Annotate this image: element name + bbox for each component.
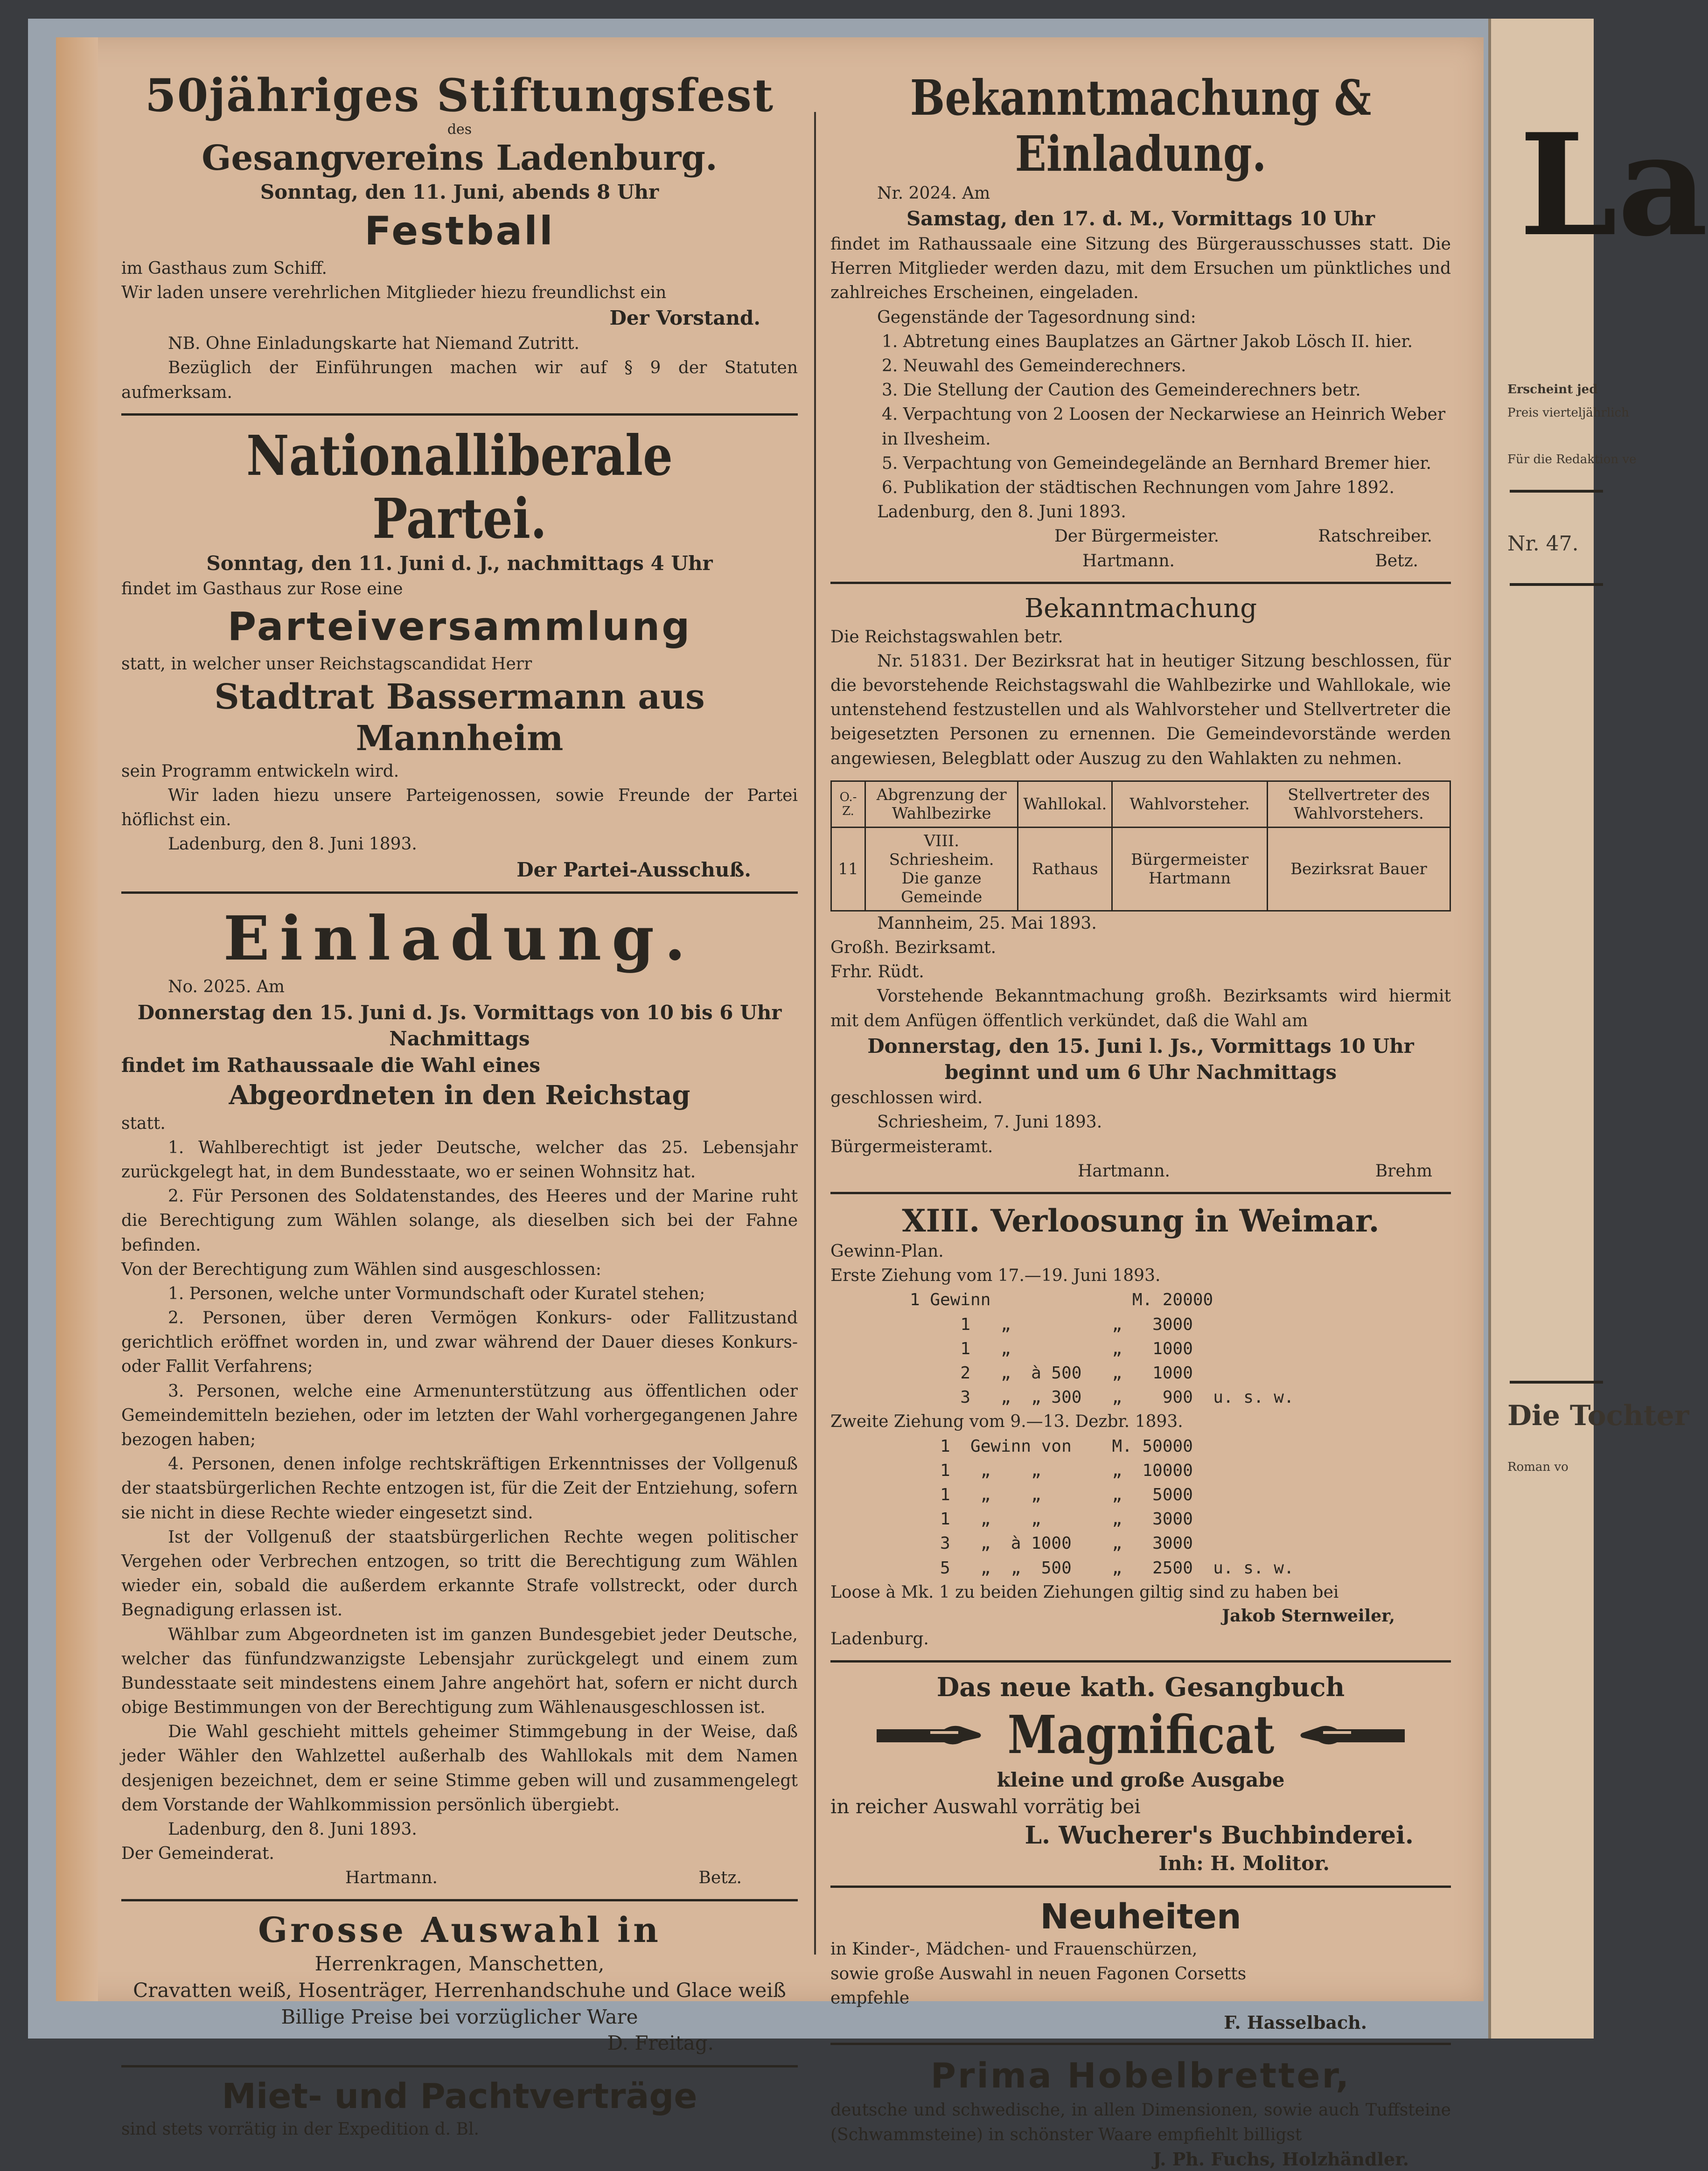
ad-verloosung bbox=[830, 1203, 1451, 1652]
stiftungsfest-title: 50jähriges Stiftungsfest bbox=[145, 69, 774, 122]
stiftungsfest-event: Festball bbox=[364, 208, 555, 254]
stiftungsfest-place: im Gasthaus zum Schiff. bbox=[121, 259, 327, 278]
miet-title: Miet- und Pachtverträge bbox=[222, 2076, 697, 2117]
be-agenda-item: 4. Verpachtung von 2 Loosen der Neckarwiese an Heinrich Weber in Ilvesheim. bbox=[882, 405, 1446, 449]
vl-title: XIII. Verloosung in Weimar. bbox=[902, 1202, 1380, 1239]
ad-bekanntmachung bbox=[830, 592, 1451, 1183]
table-row: 1 „ „ 3000 bbox=[910, 1315, 1193, 1334]
bk-amt2: Bürgermeisteramt. bbox=[830, 1137, 993, 1156]
table-row: 5 „ „ 500 „ 2500 u. s. w. bbox=[910, 1558, 1294, 1578]
table-row: 3 „ à 1000 „ 3000 bbox=[910, 1534, 1193, 1553]
einladung-nr: No. 2025. Am bbox=[168, 977, 285, 997]
vl-table-2 bbox=[830, 1434, 1451, 1580]
divider bbox=[830, 2043, 1451, 2045]
bk-date: Donnerstag, den 15. Juni l. Js., Vormittags 10 Uhr beginnt und um 6 Uhr Nachmittags bbox=[867, 1034, 1414, 1084]
table-row: 1 „ „ 1000 bbox=[910, 1339, 1193, 1358]
be-agenda-list bbox=[830, 330, 1451, 500]
partei-program: sein Programm entwickeln wird. bbox=[121, 761, 399, 781]
adjacent-page bbox=[1488, 19, 1708, 2039]
be-agenda-item: 5. Verpachtung von Gemeindegelände an Bernhard Bremer hier. bbox=[882, 453, 1432, 473]
gb-sub: kleine und große Ausgabe bbox=[997, 1768, 1285, 1792]
auswahl-line1: Herrenkragen, Manschetten, bbox=[314, 1952, 605, 1976]
pointing-hand-right-icon bbox=[874, 1719, 982, 1752]
ad-bekanntmachung-einladung bbox=[830, 70, 1451, 573]
novel-subtitle: Roman vo bbox=[1507, 1460, 1569, 1474]
table-row: 1 „ „ „ 3000 bbox=[910, 1510, 1193, 1529]
be-sig1: Der Bürgermeister. bbox=[1054, 527, 1220, 546]
table-cell-stellv: Bezirksrat Bauer bbox=[1267, 827, 1450, 911]
einladung-sig1: Der Gemeinderat. bbox=[121, 1844, 274, 1864]
table-header-row bbox=[831, 781, 1450, 827]
divider bbox=[121, 1899, 798, 1901]
vl-draw1: Erste Ziehung vom 17.—19. Juni 1893. bbox=[830, 1266, 1161, 1286]
next-page-line: Für die Redaktion ve bbox=[1507, 452, 1637, 466]
be-sig4: Betz. bbox=[1375, 551, 1418, 571]
vl-town: Ladenburg. bbox=[830, 1629, 929, 1649]
ad-gesangbuch bbox=[830, 1671, 1451, 1877]
stiftungsfest-date: Sonntag, den 11. Juni, abends 8 Uhr bbox=[260, 181, 659, 204]
einladung-p3: Von der Berechtigung zum Wählen sind ausgeschlossen: bbox=[121, 1259, 601, 1279]
gb-owner: Inh: H. Molitor. bbox=[1158, 1851, 1330, 1875]
partei-event: Parteiversammlung bbox=[227, 603, 692, 649]
auswahl-line2: Cravatten weiß, Hosenträger, Herrenhandschuhe und Glace weiß bbox=[133, 1979, 786, 2002]
einladung-p2: 2. Für Personen des Soldatenstandes, des Heeres und der Marine ruht die Berechtigung zum Wählen solange, als dieselben sich bei der Fahne befinden. bbox=[121, 1187, 798, 1255]
table-header-vorsteher: Wahlvorsteher. bbox=[1112, 781, 1268, 827]
einladung-p6: 3. Personen, welche eine Armenunterstützung aus öffentlichen oder Gemeindemitteln beziehen, oder im letzten der Wahl vorhergegangenen Jahre bezogen haben; bbox=[121, 1381, 798, 1450]
einladung-title: Einladung. bbox=[223, 903, 696, 974]
table-row: 3 „ „ 300 „ 900 u. s. w. bbox=[910, 1388, 1294, 1407]
bk-text: Nr. 51831. Der Bezirksrat hat in heutiger Sitzung beschlossen, für die bevorstehende Reichstagswahl die Wahlbezirke und Wahllokale, wie untenstehend festzustellen und als Wahlvorsteher und Stellvertreter die beigesetzten Personen zu ernennen. Die Gemeindevorstände werden angewiesen, Belegblatt oder Auszug zu den Wahlakten zu nehmen. bbox=[830, 651, 1451, 768]
column-rule bbox=[814, 112, 816, 1955]
divider bbox=[121, 413, 798, 416]
be-agenda-title: Gegenstände der Tagesordnung sind: bbox=[877, 307, 1196, 327]
stiftungsfest-verein: Gesangvereins Ladenburg. bbox=[202, 138, 718, 179]
stiftungsfest-nb: NB. Ohne Einladungskarte hat Niemand Zutritt. bbox=[168, 334, 579, 354]
hb-signature: J. Ph. Fuchs, Holzhändler. bbox=[1153, 2148, 1409, 2170]
ad-miet bbox=[121, 2076, 798, 2142]
bk-sig2: Brehm bbox=[1375, 1161, 1432, 1181]
wahlbezirk-table bbox=[830, 780, 1451, 912]
be-nr: Nr. 2024. Am bbox=[877, 184, 990, 203]
table-row: 1 Gewinn von M. 50000 bbox=[910, 1436, 1193, 1456]
pointing-hand-left-icon bbox=[1300, 1719, 1407, 1752]
ad-einladung bbox=[121, 902, 798, 1890]
bk-amt: Großh. Bezirksamt. bbox=[830, 938, 997, 957]
divider bbox=[121, 2065, 798, 2067]
hb-text: deutsche und schwedische, in allen Dimensionen, sowie auch Tuffsteine (Schwammsteine) in schönster Waare empfiehlt billigst bbox=[830, 2101, 1451, 2144]
stiftungsfest-invite: Wir laden unsere verehrlichen Mitglieder hiezu freundlichst ein bbox=[121, 283, 667, 303]
divider bbox=[1510, 583, 1603, 586]
auswahl-line3: Billige Preise bei vorzüglicher Ware bbox=[281, 2005, 638, 2028]
be-agenda-item: 6. Publikation der städtischen Rechnungen vom Jahre 1892. bbox=[882, 478, 1395, 497]
masthead-fragment: La bbox=[1519, 103, 1708, 267]
ad-partei bbox=[121, 424, 798, 884]
page-edge bbox=[56, 37, 98, 2001]
bk-follow: Vorstehende Bekanntmachung großh. Bezirksamts wird hiermit mit dem Anfügen öffentlich verkündet, daß die Wahl am bbox=[830, 987, 1451, 1030]
einladung-sig2: Hartmann. bbox=[345, 1868, 438, 1888]
partei-candidate: Stadtrat Bassermann aus Mannheim bbox=[214, 677, 705, 759]
stiftungsfest-note: Bezüglich der Einführungen machen wir auf § 9 der Statuten aufmerksam. bbox=[121, 358, 798, 402]
divider bbox=[830, 1192, 1451, 1194]
table-header-lokal: Wahllokal. bbox=[1018, 781, 1112, 827]
einladung-p1: 1. Wahlberechtigt ist jeder Deutsche, welcher das 25. Lebensjahr zurückgelegt hat, in dem Bundesstaate, wo er seinen Wohnsitz hat. bbox=[121, 1138, 798, 1182]
nh-line3: empfehle bbox=[830, 1988, 910, 2008]
bk-name: Frhr. Rüdt. bbox=[830, 962, 924, 982]
ad-neuheiten bbox=[830, 1896, 1451, 2035]
einladung-findet: findet im Rathaussaale die Wahl eines bbox=[121, 1053, 541, 1077]
einladung-wahl: Abgeordneten in den Reichstag bbox=[229, 1079, 690, 1111]
divider bbox=[830, 1886, 1451, 1888]
right-column bbox=[830, 70, 1451, 2171]
issue-number: Nr. 47. bbox=[1507, 532, 1579, 556]
gb-title: Das neue kath. Gesangbuch bbox=[936, 1671, 1345, 1703]
be-date: Samstag, den 17. d. M., Vormittags 10 Uhr bbox=[906, 207, 1375, 230]
einladung-p10: Die Wahl geschieht mittels geheimer Stimmgebung in der Weise, daß jeder Wähler den Wahlzettel außerhalb des Wahllokals mit dem Namen desjenigen bezeichnet, dem er seine Stimme geben will und zusammengelegt dem Vorstande der Wahlkommission persönlich übergiebt. bbox=[121, 1722, 798, 1815]
einladung-dateline: Ladenburg, den 8. Juni 1893. bbox=[168, 1820, 417, 1839]
novel-title: Die Tochter bbox=[1507, 1399, 1689, 1432]
partei-place: findet im Gasthaus zur Rose eine bbox=[121, 579, 403, 598]
gb-name: Magnificat bbox=[1007, 1704, 1274, 1766]
nh-line2: sowie große Auswahl in neuen Fagonen Corsetts bbox=[830, 1964, 1247, 1983]
ad-auswahl bbox=[121, 1910, 798, 2057]
be-intro: findet im Rathaussaale eine Sitzung des Bürgerausschusses statt. Die Herren Mitglieder werden dazu, mit dem Ersuchen um pünktliches und zahlreiches Erscheinen, eingeladen. bbox=[830, 235, 1451, 303]
partei-title: Nationalliberale Partei. bbox=[246, 423, 673, 551]
be-sig3: Ratschreiber. bbox=[1318, 527, 1432, 546]
divider bbox=[830, 1660, 1451, 1663]
ad-stiftungsfest bbox=[121, 70, 798, 405]
be-agenda-item: 2. Neuwahl des Gemeinderechners. bbox=[882, 356, 1186, 376]
vl-draw2: Zweite Ziehung vom 9.—13. Dezbr. 1893. bbox=[830, 1412, 1183, 1432]
einladung-p7: 4. Personen, denen infolge rechtskräftigen Erkenntnisses der Vollgenuß der staatsbürgerlichen Rechte entzogen ist, für die Zeit der Entziehung, sofern sie nicht in diese Rechte wieder eingesetzt sind. bbox=[121, 1454, 798, 1523]
einladung-date: Donnerstag den 15. Juni d. Js. Vormittags von 10 bis 6 Uhr Nachmittags bbox=[137, 1001, 782, 1051]
table-header-oz: O.-Z. bbox=[831, 781, 865, 827]
next-page-line: Erscheint jed bbox=[1507, 383, 1598, 397]
auswahl-title: Grosse Auswahl in bbox=[258, 1910, 661, 1950]
next-page-line: Preis vierteljährlich bbox=[1507, 406, 1629, 420]
bk-title: Bekanntmachung bbox=[1024, 593, 1257, 624]
miet-text: sind stets vorrätig in der Expedition d. Bl. bbox=[121, 2119, 479, 2139]
bk-sig1: Hartmann. bbox=[1078, 1161, 1170, 1181]
table-row bbox=[831, 827, 1450, 911]
gb-shop: L. Wucherer's Buchbinderei. bbox=[1025, 1821, 1414, 1850]
left-column bbox=[121, 70, 798, 2142]
bk-closed: geschlossen wird. bbox=[830, 1088, 983, 1108]
divider bbox=[1510, 1381, 1603, 1384]
nh-signature: F. Hasselbach. bbox=[1224, 2011, 1367, 2033]
einladung-p9: Wählbar zum Abgeordneten ist im ganzen Bundesgebiet jeder Deutsche, welcher das fünfundzwanzigste Lebensjahr zurückgelegt und einem zum Bundesstaate seit mindestens einem Jahre angehört hat, sofern er nicht durch obige Bestimmungen von der Berechtigung zum Wählenausgeschlossen ist. bbox=[121, 1625, 798, 1718]
table-row: 1 „ „ „ 10000 bbox=[910, 1461, 1193, 1480]
stiftungsfest-des: des bbox=[447, 121, 472, 138]
einladung-sig3: Betz. bbox=[698, 1868, 742, 1888]
bk-dateline: Mannheim, 25. Mai 1893. bbox=[877, 913, 1097, 933]
table-header-bezirk: Abgrenzung der Wahlbezirke bbox=[865, 781, 1018, 827]
partei-date: Sonntag, den 11. Juni d. J., nachmittags 4 Uhr bbox=[206, 552, 713, 575]
divider bbox=[1510, 490, 1603, 493]
bk-subject: Die Reichstagswahlen betr. bbox=[830, 627, 1063, 647]
table-cell-bezirk-1: VIII. Schriesheim. bbox=[889, 831, 994, 869]
einladung-p4: 1. Personen, welche unter Vormundschaft oder Kuratel stehen; bbox=[168, 1284, 705, 1303]
table-cell-bezirk bbox=[865, 827, 1018, 911]
divider bbox=[121, 891, 798, 894]
table-header-stellv: Stellvertreter des Wahlvorstehers. bbox=[1267, 781, 1450, 827]
be-sig2: Hartmann. bbox=[1082, 551, 1175, 571]
vl-table-1 bbox=[830, 1288, 1451, 1410]
table-row: 1 „ „ „ 5000 bbox=[910, 1485, 1193, 1504]
table-cell-vorsteher: Bürgermeister Hartmann bbox=[1112, 827, 1268, 911]
nh-line1: in Kinder-, Mädchen- und Frauenschürzen, bbox=[830, 1940, 1198, 1959]
vl-loose: Loose à Mk. 1 zu beiden Ziehungen giltig sind zu haben bei bbox=[830, 1582, 1339, 1602]
partei-invite: Wir laden hiezu unsere Parteigenossen, sowie Freunde der Partei höflichst ein. bbox=[121, 786, 798, 830]
ad-hobelbretter bbox=[830, 2053, 1451, 2171]
einladung-statt: statt. bbox=[121, 1113, 166, 1133]
gb-text: in reicher Auswahl vorrätig bei bbox=[830, 1795, 1141, 1818]
table-cell-bezirk-2: Die ganze Gemeinde bbox=[901, 869, 983, 906]
partei-dateline: Ladenburg, den 8. Juni 1893. bbox=[168, 835, 417, 854]
be-agenda-item: 3. Die Stellung der Caution des Gemeinderechners betr. bbox=[882, 381, 1361, 400]
partei-signature: Der Partei-Ausschuß. bbox=[516, 858, 751, 881]
stiftungsfest-signature: Der Vorstand. bbox=[609, 306, 760, 330]
table-row: 1 Gewinn M. 20000 bbox=[910, 1290, 1213, 1310]
be-dateline: Ladenburg, den 8. Juni 1893. bbox=[877, 502, 1126, 522]
vl-plan: Gewinn-Plan. bbox=[830, 1242, 944, 1261]
be-title: Bekanntmachung & Einladung. bbox=[910, 69, 1372, 182]
vl-seller: Jakob Sternweiler, bbox=[1222, 1606, 1395, 1626]
einladung-p8: Ist der Vollgenuß der staatsbürgerlichen Rechte wegen politischer Vergehen oder Verbrechen entzogen, so tritt die Berechtigung zum Wählen wieder ein, sobald die außerdem erkannte Strafe vollstreckt, oder durch Begnadigung erlassen ist. bbox=[121, 1527, 798, 1620]
einladung-p5: 2. Personen, über deren Vermögen Konkurs- oder Fallitzustand gerichtlich eröffnet worden in, und zwar während der Dauer dieses Konkurs- oder Fallit Verfahrens; bbox=[121, 1308, 798, 1377]
partei-statt: statt, in welcher unser Reichstagscandidat Herr bbox=[121, 654, 532, 674]
auswahl-signature: D. Freitag. bbox=[607, 2032, 714, 2055]
bk-dateline2: Schriesheim, 7. Juni 1893. bbox=[877, 1113, 1102, 1132]
nh-title: Neuheiten bbox=[1040, 1896, 1241, 1937]
divider bbox=[830, 582, 1451, 584]
table-row: 2 „ à 500 „ 1000 bbox=[910, 1364, 1193, 1383]
table-cell-nr: 11 bbox=[831, 827, 865, 911]
table-cell-lokal: Rathaus bbox=[1018, 827, 1112, 911]
be-agenda-item: 1. Abtretung eines Bauplatzes an Gärtner Jakob Lösch II. hier. bbox=[882, 332, 1413, 351]
hb-title: Prima Hobelbretter, bbox=[930, 2056, 1351, 2096]
